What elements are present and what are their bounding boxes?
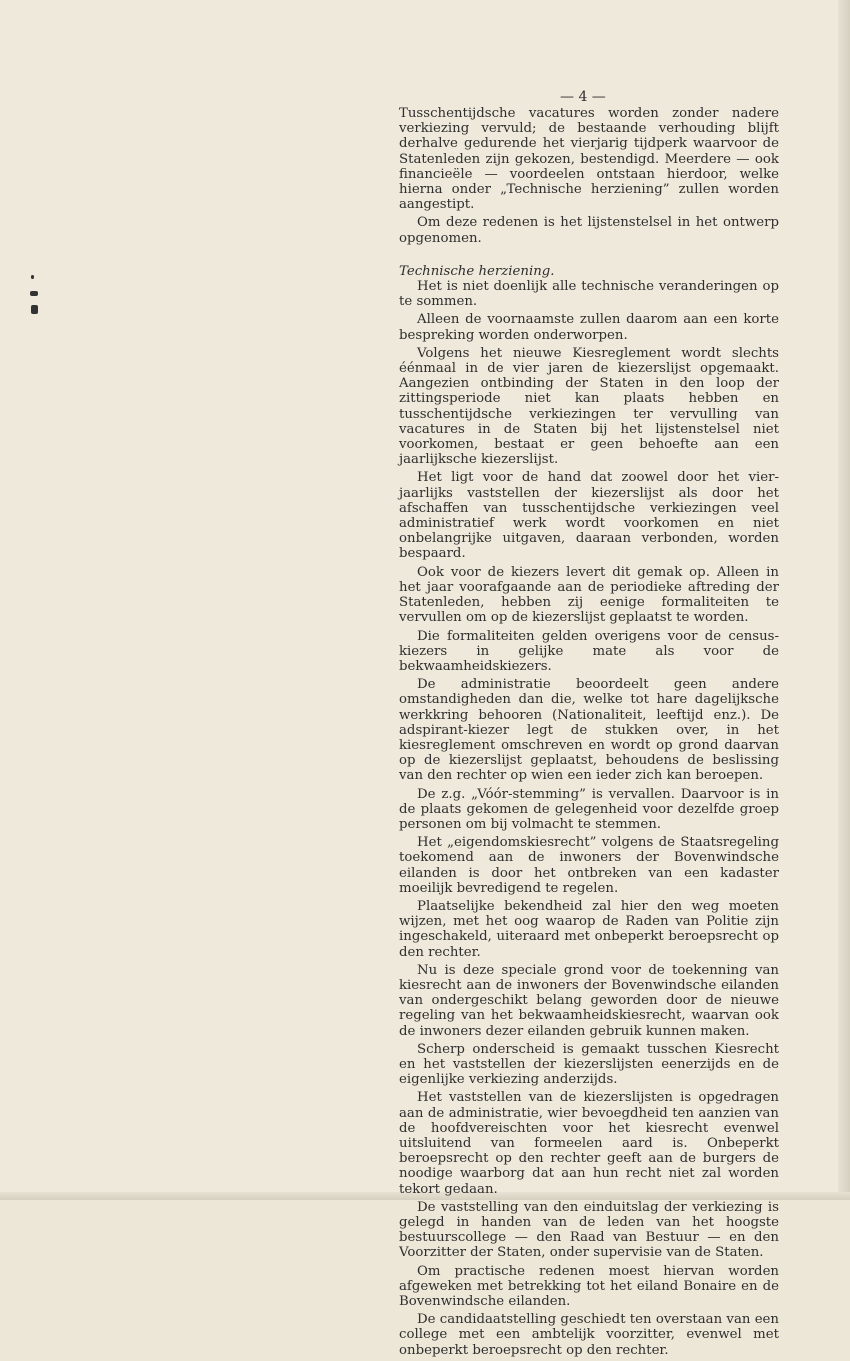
paragraph: Om deze redenen is het lijstenstelsel in het ontwerp opgenomen. [399, 215, 779, 246]
paragraph: De z.g. „Vóór-stemming” is vervallen. Daarvoor is in de plaats gekomen de gelegenheid voor dezelfde groep personen om bij volmacht te stemmen. [399, 786, 779, 832]
paragraph: Tusschentijdsche vacatures worden zonder nadere verkiezing vervuld; de bestaande verhouding blijft derhalve gedurende het vierjarig tijdperk waarvoor de Statenleden zijn gekozen, bestendigd. Meerdere — ook financieële — voordeelen ontstaan hierdoor, welke hierna onder „Technische herziening” zullen worden aangestipt. [399, 106, 779, 213]
paragraph: Die formaliteiten gelden overigens voor de census-kiezers in gelijke mate als voor de bekwaamheidskiezers. [399, 628, 779, 674]
paragraph: De candidaatstelling geschiedt ten overstaan van een college met een ambtelijk voorzitter, evenwel met onbeperkt beroepsrecht op den rechter. [399, 1312, 779, 1358]
page-number: — 4 — [560, 89, 606, 105]
body-text [399, 106, 779, 1361]
page-edge-right [838, 0, 850, 1200]
punch-mark [30, 291, 38, 296]
paragraph: Het ligt voor de hand dat zoowel door het vier-jaarlijks vaststellen der kiezerslijst als door het afschaffen van tusschentijdsche verkiezingen veel administratief werk wordt voorkomen en niet onbelangrijke uitgaven, daaraan verbonden, worden bespaard. [399, 470, 779, 562]
paragraph: Volgens het nieuwe Kiesreglement wordt slechts éénmaal in de vier jaren de kiezerslijst opgemaakt. Aangezien ontbinding der Staten in den loop der zittingsperiode niet kan plaats hebben en tusschentijdsche verkiezingen ter vervulling van vacatures in de Staten bij het lijstenstelsel niet voorkomen, bestaat er geen behoefte aan een jaarlijksche kiezerslijst. [399, 345, 779, 468]
paragraph: Nu is deze speciale grond voor de toekenning van kiesrecht aan de inwoners der Bovenwindsche eilanden van ondergeschikt belang geworden door de nieuwe regeling van het bekwaamheidskiesrecht, waarvan ook de inwoners dezer eilanden gebruik kunnen maken. [399, 962, 779, 1039]
binding-punch-marks [28, 275, 48, 335]
punch-mark [31, 275, 34, 279]
paragraph: Alleen de voornaamste zullen daarom aan een korte bespreking worden onderworpen. [399, 312, 779, 343]
paragraph: De administratie beoordeelt geen andere omstandigheden dan die, welke tot hare dagelijksche werkkring behooren (Nationaliteit, leeftijd enz.). De adspirant-kiezer legt de stukken over, in het kiesreglement omschreven en wordt op grond daarvan op de kiezerslijst geplaatst, behoudens de beslissing van den rechter op wien een ieder zich kan beroepen. [399, 677, 779, 784]
section-heading: Technische herziening. [399, 263, 555, 279]
paragraph: Ook voor de kiezers levert dit gemak op. Alleen in het jaar voorafgaande aan de periodieke aftreding der Statenleden, hebben zij eenige formaliteiten te vervullen om op de kiezerslijst geplaatst te worden. [399, 564, 779, 626]
paragraph: Het vaststellen van de kiezerslijsten is opgedragen aan de administratie, wier bevoegdheid ten aanzien van de hoofdvereischten voor het kiesrecht evenwel uitsluitend van formeelen aard is. Onbeperkt beroepsrecht op den rechter geeft aan de burgers de noodige waarborg dat aan hun recht niet zal worden tekort gedaan. [399, 1090, 779, 1197]
paragraph: Plaatselijke bekendheid zal hier den weg moeten wijzen, met het oog waarop de Raden van Politie zijn ingeschakeld, uiteraard met onbeperkt beroepsrecht op den rechter. [399, 898, 779, 960]
punch-mark [31, 305, 38, 314]
paragraph: Scherp onderscheid is gemaakt tusschen Kiesrecht en het vaststellen der kiezerslijsten eenerzijds en de eigenlijke verkiezing anderzijds. [399, 1041, 779, 1088]
paragraph: De vaststelling van den einduitslag der verkiezing is gelegd in handen van de leden van het hoogste bestuurscollege — den Raad van Bestuur — en den Voorzitter der Staten, onder supervisie van de Staten. [399, 1199, 779, 1261]
paragraph: Het is niet doenlijk alle technische veranderingen op te sommen. [399, 279, 779, 310]
paragraph: Het „eigendomskiesrecht” volgens de Staatsregeling toekomend aan de inwoners der Bovenwindsche eilanden is door het ontbreken van een kadaster moeilijk bevredigend te regelen. [399, 835, 779, 896]
paragraph: Om practische redenen moest hiervan worden afgeweken met betrekking tot het eiland Bonaire en de Bovenwindsche eilanden. [399, 1263, 779, 1310]
